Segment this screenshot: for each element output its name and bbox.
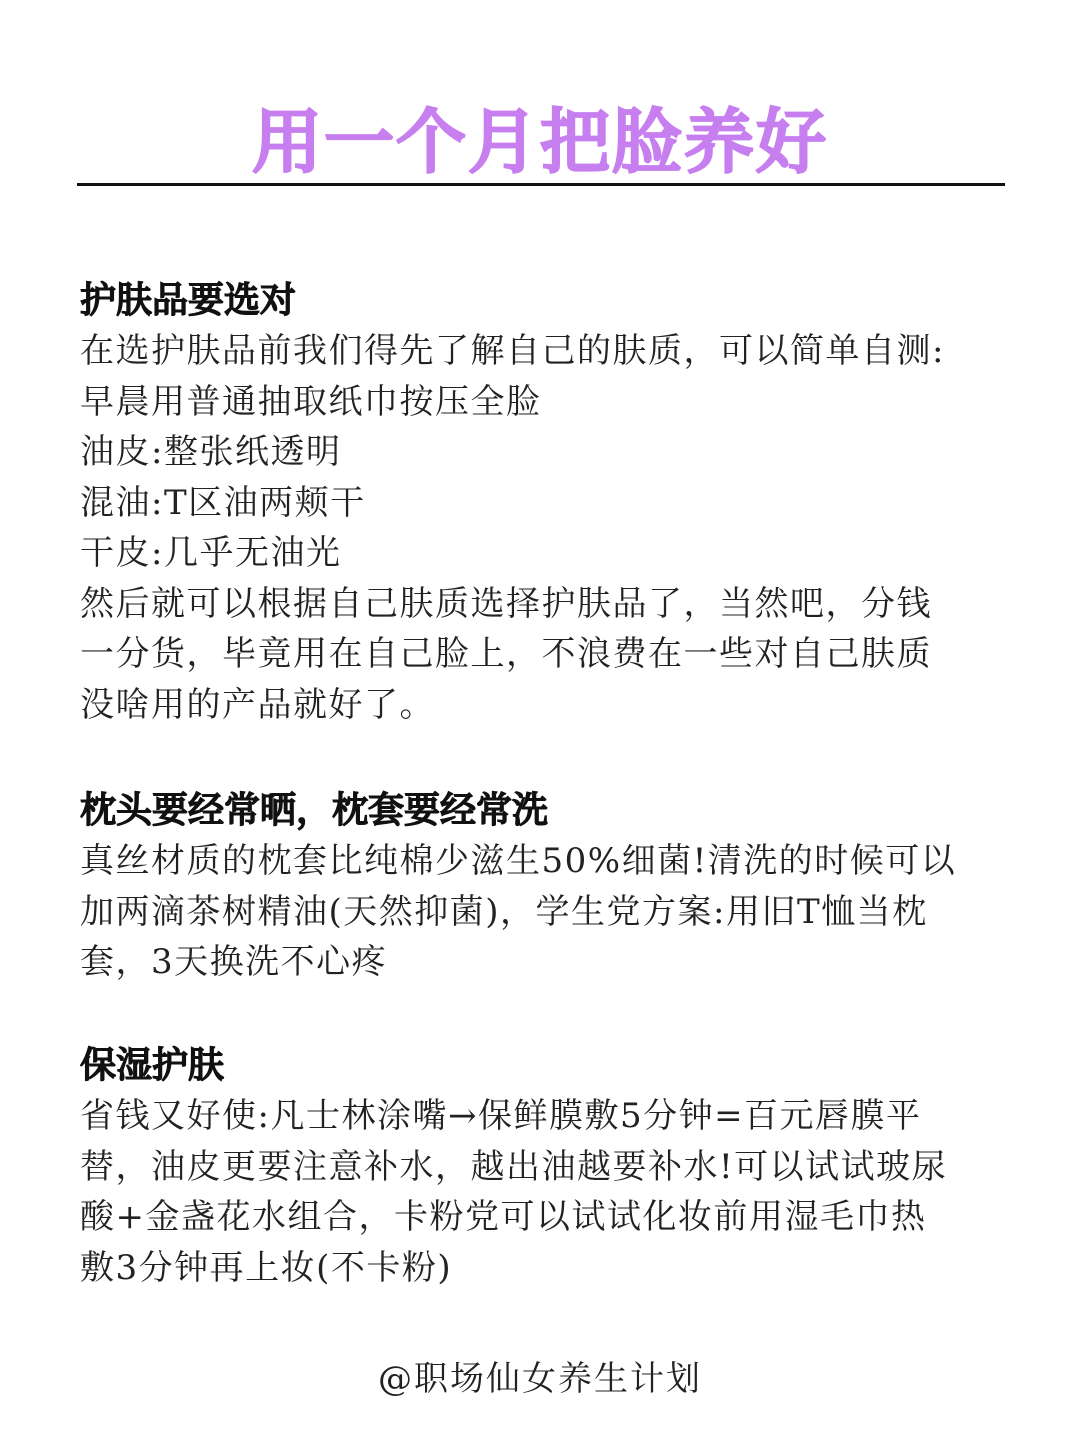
title-divider	[77, 183, 1005, 186]
page-title: 用一个月把脸养好	[252, 101, 828, 183]
section-skincare-products	[80, 276, 1010, 730]
body-line: 干皮:几乎无油光	[80, 533, 342, 573]
body-line: 油皮:整张纸透明	[80, 432, 342, 472]
body-line: 没啥用的产品就好了。	[80, 684, 435, 725]
body-line: 早晨用普通抽取纸巾按压全脸	[80, 381, 542, 422]
body-line: 替，油皮更要注意补水，越出油越要补水!可以试试玻尿	[80, 1146, 948, 1187]
section-heading: 枕头要经常晒，枕套要经常洗	[80, 790, 549, 831]
body-line: 真丝材质的枕套比纯棉少滋生50%细菌!清洗的时候可以	[80, 841, 957, 881]
body-line: 省钱又好使:凡士林涂嘴→保鲜膜敷5分钟=百元唇膜平	[80, 1096, 922, 1136]
body-line: 混油:T区油两颊干	[80, 482, 366, 523]
body-line: 敷3分钟再上妆(不卡粉)	[80, 1247, 453, 1288]
body-line: 加两滴茶树精油(天然抑菌)，学生党方案:用旧T恤当枕	[80, 891, 928, 932]
body-line: 在选护肤品前我们得先了解自己的肤质，可以简单自测:	[80, 331, 945, 371]
body-line: 然后就可以根据自己肤质选择护肤品了，当然吧，分钱	[80, 583, 932, 624]
author-handle: @职场仙女养生计划	[378, 1359, 702, 1399]
section-heading: 保湿护肤	[80, 1045, 225, 1086]
section-moisturizing	[80, 1041, 1010, 1293]
body-line: 套，3天换洗不心疼	[80, 942, 388, 982]
section-heading: 护肤品要选对	[80, 280, 297, 321]
body-line: 一分货，毕竟用在自己脸上，不浪费在一些对自己肤质	[80, 634, 932, 674]
section-pillow-care	[80, 786, 1010, 988]
body-line: 酸+金盏花水组合，卡粉党可以试试化妆前用湿毛巾热	[80, 1197, 927, 1237]
